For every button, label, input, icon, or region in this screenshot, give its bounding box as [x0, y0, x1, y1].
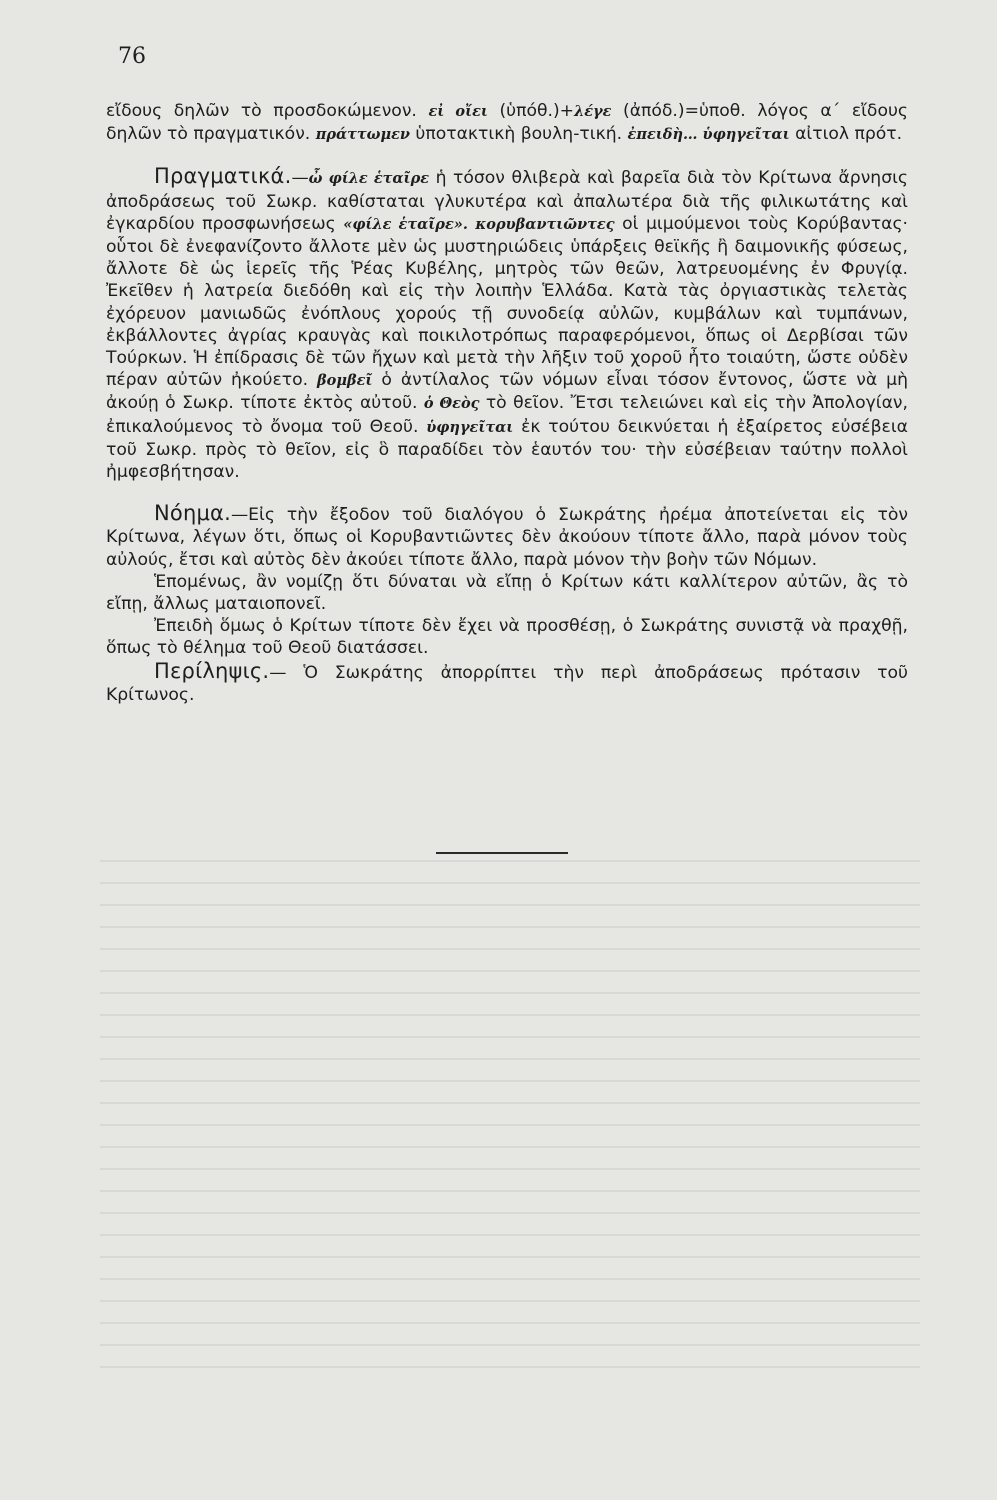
italic-term: «φίλε ἑταῖρε». — [343, 215, 468, 233]
text-run: τική. — [579, 124, 628, 145]
text-run: (ὑπόθ.)+ — [487, 101, 575, 121]
text-run: οἱ μιμούμενοι τοὺς Κορύβαντας· οὗτοι δὲ ἐνεφανίζοντο ἄλλοτε μὲν ὡς μυστηριώδεις ὑπάρξεις θεϊκῆς ἢ δαιμονικῆς φύσεως, ἄλλοτε δὲ ὡς ἱερεῖς τῆς Ῥέας Κυβέλης, μητρὸς τῶν θεῶν, λατρευομένης ἐν Φρυγίᾳ. Ἐκεῖθεν ἡ λατρεία διεδόθη καὶ εἰς τὴν λοιπὴν Ἑλλάδα. Κατὰ τὰς ὀργιαστικὰς τελετὰς ἐχόρευον μανιωδῶς ἐνόπλους χορούς τῇ συνοδείᾳ αὐλῶν, κυμβάλων καὶ τυμπάνων, ἐκβάλλοντες ἀγρίας κραυγὰς καὶ ποικιλοτρόπως παραφερόμενοι, ὅπως οἱ Δερβίσαι τῶν Τούρκων. Ἡ ἐπίδρασις δὲ τῶν ἤχων καὶ μετὰ τὴν λῆξιν τοῦ χοροῦ ἦτο τοιαύτη, ὥστε οὐδὲν πέραν αὐτῶν ἠκούετο. — [106, 213, 909, 391]
section-title-noema: Νόημα. — [154, 501, 231, 526]
dash: — — [230, 505, 249, 526]
noema-paragraph-2: Ἑπομένως, ἂν νομίζῃ ὅτι δύναται νὰ εἴπῃ ὁ Κρίτων κάτι καλλίτερον αὐτῶν, ἂς τὸ εἴπῃ, ἄλλως ματαιοπονεῖ. — [106, 571, 908, 615]
italic-term: βομβεῖ — [317, 372, 373, 390]
text-run: (ἀπόδ.)=ὑποθ. — [611, 101, 746, 121]
end-rule — [436, 852, 568, 854]
italic-term: λέγε — [574, 103, 612, 120]
section-title-perilipsis: Περίληψις. — [154, 658, 270, 683]
italic-term: ὑφηγεῖται — [426, 418, 514, 436]
text-run: Ὁ Σωκράτης ἀπορρίπτει τὴν περὶ ἀποδράσεως πρότασιν τοῦ Κρίτωνος. — [106, 662, 908, 705]
text-run: τὸ θεῖον. Ἔτσι τελειώνει καὶ εἰς τὴν Ἀπολογίαν, ἐπικαλούμενος τὸ ὄνομα τοῦ Θεοῦ. — [106, 393, 908, 437]
text-run: ὁ ἀντίλαλος τῶν νόμων εἶναι τόσον ἔντονος, ὥστε νὰ μὴ ἀκούῃ ὁ Σωκρ. τίποτε ἐκτὸς αὐτοῦ. — [106, 370, 908, 414]
italic-term: ὁ Θεὸς — [423, 395, 480, 413]
italic-term: ὦ φίλε ἑταῖρε — [308, 170, 430, 188]
top-block — [106, 100, 908, 146]
text-run: ὑποτακτικὴ βουλη- — [409, 124, 580, 145]
section-pragmatika — [106, 165, 908, 483]
text-run: ἐκ τούτου δεικνύεται ἡ ἐξαίρετος εὐσέβεια τοῦ Σωκρ. πρὸς τὸ θεῖον, εἰς ὃ παραδίδει τὸν ἑαυτόν του· τὴν εὐσέβειαν ταύτην πολλοὶ ἠμφεσβήτησαν. — [106, 416, 908, 483]
section-title-pragmatika: Πραγματικά. — [154, 164, 292, 189]
text-run: εἴδους δηλῶν τὸ προσδοκώμενον. — [106, 101, 429, 121]
text-run: αἰτιολ πρότ. — [789, 124, 903, 145]
section-perilipsis — [106, 660, 908, 706]
noema-paragraph-3: Ἐπειδὴ ὅμως ὁ Κρίτων τίποτε δὲν ἔχει νὰ προσθέσῃ, ὁ Σωκράτης συνιστᾷ νὰ πραχθῇ, ὅπως τὸ θέλημα τοῦ Θεοῦ διατάσσει. — [106, 616, 908, 659]
page-content — [106, 100, 908, 706]
section-noema — [106, 502, 908, 571]
italic-term: κορυβαντιῶντες — [475, 215, 615, 233]
text-run: λόγος α΄ εἴδους δηλῶν τὸ πραγματικόν. — [106, 101, 908, 145]
dash: — — [291, 168, 309, 189]
bleed-through-texture — [100, 860, 920, 1380]
page-number: 76 — [118, 44, 146, 69]
dash: — — [269, 662, 287, 683]
text-run: ἡ τόσον θλιβερὰ καὶ βαρεῖα διὰ τὸν Κρίτωνα ἄρνησις ἀποδράσεως τοῦ Σωκρ. καθίσταται γλυκυτέρα καὶ ἀπαλωτέρα διὰ τῆς φιλικωτάτης καὶ ἐγκαρδίου προσφωνήσεως — [106, 168, 908, 234]
italic-term: πράττωμεν — [315, 126, 410, 144]
text-run: Εἰς τὴν ἔξοδον τοῦ διαλόγου ὁ Σωκράτης ἠρέμα ἀποτείνεται εἰς τὸν Κρίτωνα, λέγων ὅτι, ὅπως οἱ Κορυβαντιῶντες δὲν ἀκούουν τίποτε ἄλλο, παρὰ μόνον τοὺς αὐλούς, ἔτσι καὶ αὐτὸς δὲν ἀκούει τίποτε ἄλλο, παρὰ μόνον τὴν βοὴν τῶν Νόμων. — [106, 505, 908, 570]
italic-term: εἰ οἴει — [428, 103, 488, 120]
italic-term: ἐπειδὴ… ὑφηγεῖται — [627, 126, 790, 144]
